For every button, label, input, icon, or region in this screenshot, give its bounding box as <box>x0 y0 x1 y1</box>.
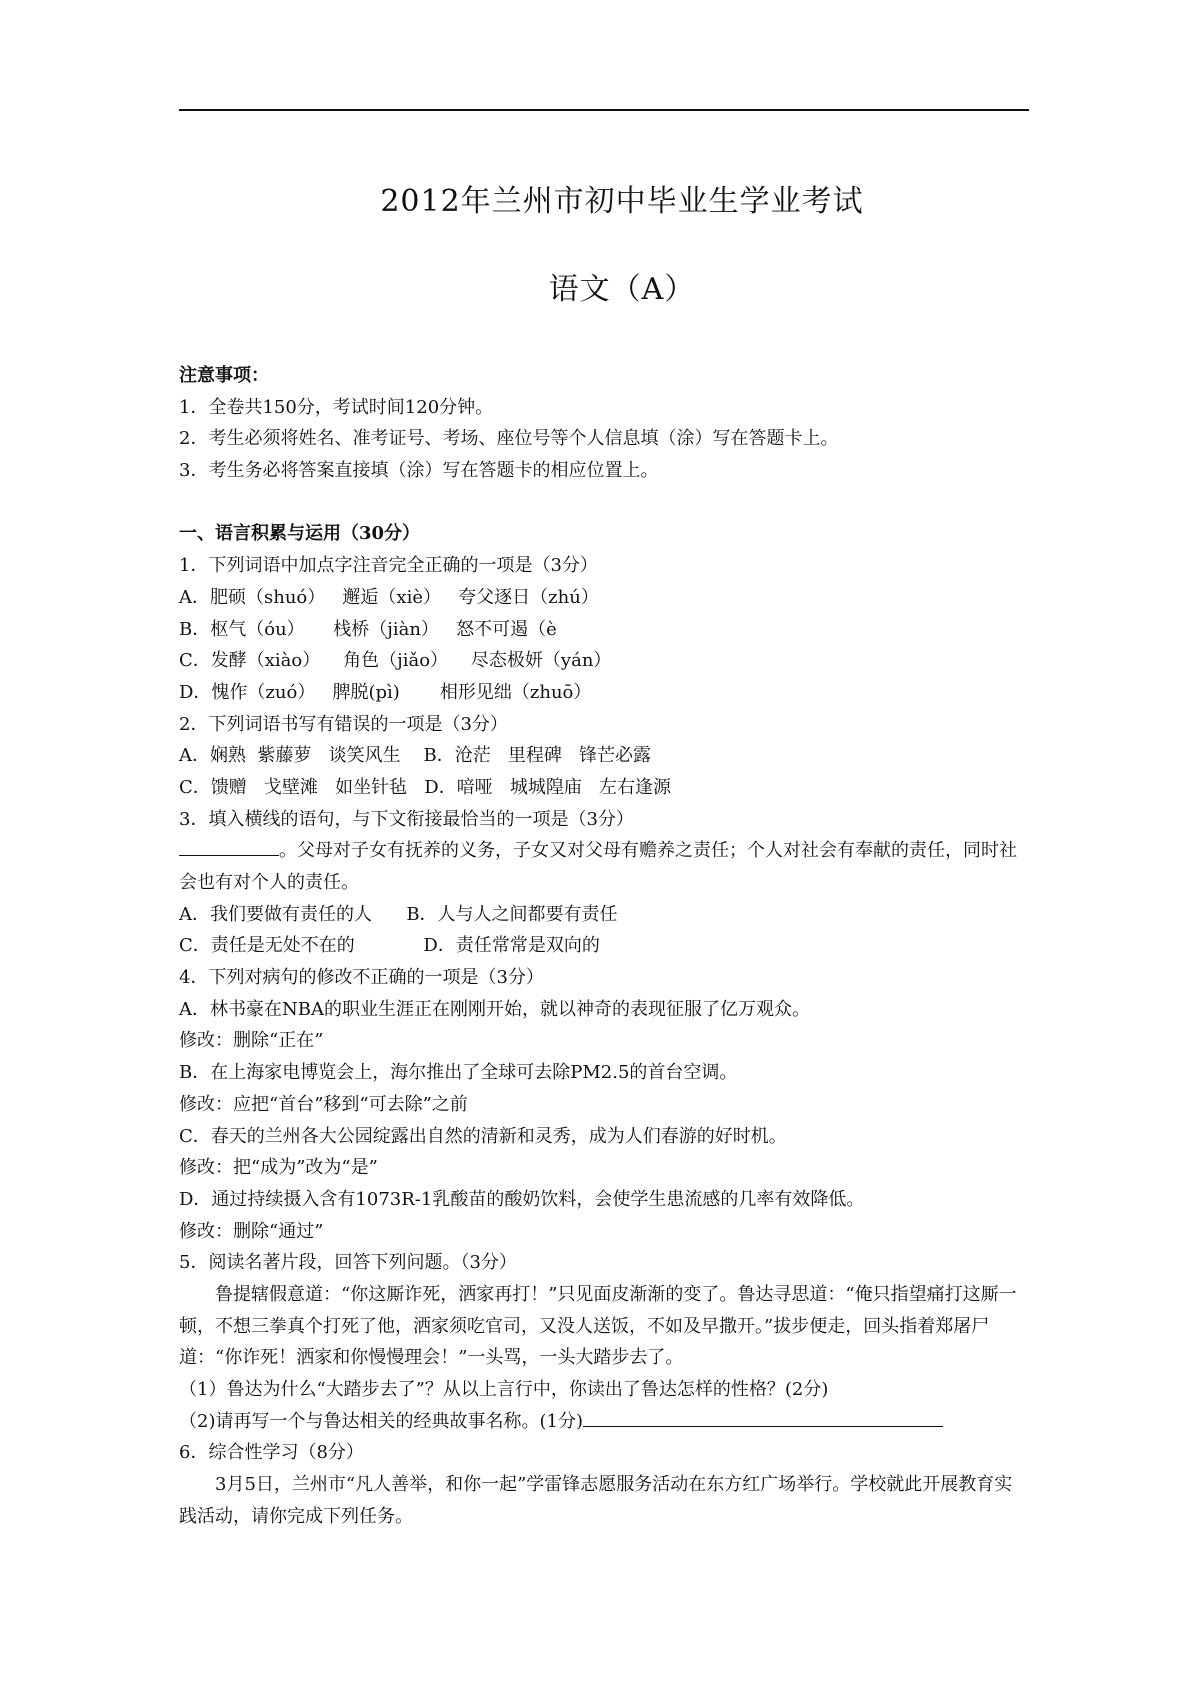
answer-blank <box>583 1406 943 1427</box>
question-line: C．春天的兰州各大公园绽露出自然的清新和灵秀，成为人们春游的好时机。 <box>179 1125 787 1147</box>
question-option: A．肥硕（shuó） 邂逅（xiè） 夸父逐日（zhú） <box>179 586 599 608</box>
question-option: B．枢气（óu） 栈桥（jiàn） 怒不可遏（è <box>179 618 557 640</box>
notes-item: 3．考生务必将答案直接填（涂）写在答题卡的相应位置上。 <box>179 460 659 482</box>
question-line: 修改：删除“正在” <box>179 1030 324 1052</box>
exam-subtitle: 语文（A） <box>548 272 696 307</box>
question-option: A．我们要做有责任的人 B．人与人之间都要有责任 <box>179 903 618 925</box>
notes-item: 2．考生必须将姓名、准考证号、考场、座位号等个人信息填（涂）写在答题卡上。 <box>179 428 839 450</box>
question-line: A．林书豪在NBA的职业生涯正在刚刚开始，就以神奇的表现征服了亿万观众。 <box>179 998 810 1020</box>
passage-text: 。父母对子女有抚养的义务，子女又对父母有赡养之责任；个人对社会有奉献的责任，同时社会也有对个人的责任。 <box>179 840 1017 894</box>
notes-item: 1．全卷共150分，考试时间120分钟。 <box>179 396 494 418</box>
question-stem: 5．阅读名著片段，回答下列问题。（3分） <box>179 1252 517 1274</box>
exam-title: 2012年兰州市初中毕业生学业考试 <box>380 184 864 219</box>
question-option: D．愧作（zuó） 脾脱(pì) 相形见绌（zhuō） <box>179 681 592 703</box>
question-option: A．娴熟 紫藤萝 谈笑风生 B．沧茫 里程碑 锋芒必露 <box>179 745 652 767</box>
top-horizontal-rule <box>179 109 1029 111</box>
subitem-text: （2)请再写一个与鲁达相关的经典故事名称。(1分) <box>179 1410 583 1432</box>
question-line: 修改：把“成为”改为“是” <box>179 1157 378 1179</box>
question-stem: 6．综合性学习（8分） <box>179 1442 364 1464</box>
question-stem: 4．下列对病句的修改不正确的一项是（3分） <box>179 967 544 989</box>
question-option: C．责任是无处不在的 D．责任常常是双向的 <box>179 935 600 957</box>
question-line: 修改：删除“通过” <box>179 1220 324 1242</box>
question-option: C．发酵（xiào） 角色（jiǎo） 尽态极妍（yán） <box>179 650 612 672</box>
question-passage <box>179 835 1029 898</box>
question-line: B．在上海家电博览会上，海尔推出了全球可去除PM2.5的首台空调。 <box>179 1062 738 1084</box>
question-subitem-with-blank <box>179 1406 1029 1438</box>
question-line: 修改：应把“首台”移到“可去除”之前 <box>179 1093 468 1115</box>
spacer <box>179 487 1029 519</box>
exam-content <box>179 360 1029 1533</box>
answer-blank <box>179 835 279 856</box>
question-line: D．通过持续摄入含有1073R-1乳酸苗的酸奶饮料，会使学生患流感的几率有效降低。 <box>179 1188 865 1210</box>
question-stem: 1．下列词语中加点字注音完全正确的一项是（3分） <box>179 555 598 577</box>
question-passage: 3月5日，兰州市“凡人善举，和你一起”学雷锋志愿服务活动在东方红广场举行。学校就此开展教育实践活动，请你完成下列任务。 <box>179 1474 1013 1527</box>
question-passage: 鲁提辖假意道：“你这厮诈死，洒家再打！”只见面皮渐渐的变了。鲁达寻思道：“俺只指望痛打这厮一顿，不想三拳真个打死了他，洒家须吃官司，又没人送饭，不如及早撒开。”拔步便走，回头指着郑屠尸道：“你诈死！洒家和你慢慢理会！”一头骂，一头大踏步去了。 <box>179 1283 1017 1369</box>
question-subitem: （1）鲁达为什么“大踏步去了”？从以上言行中，你读出了鲁达怎样的性格？(2分) <box>179 1379 829 1401</box>
question-option: C．馈赠 戈壁滩 如坐针毡 D．喑哑 城城隍庙 左右逢源 <box>179 776 672 798</box>
question-stem: 2．下列词语书写有错误的一项是（3分） <box>179 713 508 735</box>
question-stem: 3．填入横线的语句，与下文衔接最恰当的一项是（3分） <box>179 808 634 830</box>
notes-heading: 注意事项： <box>179 365 269 386</box>
section-heading: 一、语言积累与运用（30分） <box>179 523 421 545</box>
